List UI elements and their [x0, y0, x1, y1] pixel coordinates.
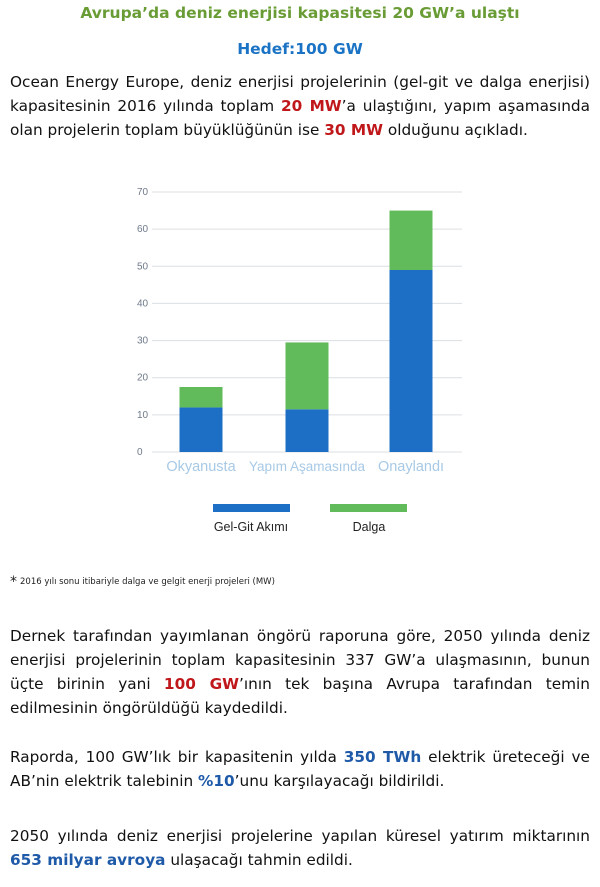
- bar-dalga-1: [180, 387, 223, 407]
- y-tick-label-20: 20: [137, 372, 149, 384]
- production-text-2: elektrik üreteceği ve AB’nin elektrik talebinin: [10, 748, 590, 790]
- investment-highlight-1: 653 milyar avroya: [10, 851, 166, 869]
- legend-label-2: Dalga: [352, 520, 386, 534]
- y-tick-label-0: 0: [137, 447, 143, 458]
- y-tick-label-50: 50: [137, 261, 149, 273]
- chart-footnote: [10, 574, 590, 590]
- x-category-label-3: Onaylandı: [377, 459, 445, 475]
- investment-paragraph: [10, 824, 590, 872]
- intro-text-2: ’a ulaştığını, yapım aşamasında olan projelerin toplam büyüklüğünün ise: [10, 97, 590, 139]
- production-text-3: ’unu karşılayacağı bildirildi.: [234, 772, 445, 790]
- intro-text-1: Ocean Energy Europe, deniz enerjisi projelerinin (gel-git ve dalga enerjisi) kapasitesinin 2016 yılında toplam: [10, 73, 590, 115]
- y-tick-label-70: 70: [137, 187, 149, 198]
- investment-text-2: ulaşacağı tahmin edildi.: [165, 851, 353, 869]
- x-category-label-2: Yapım Aşamasında: [248, 459, 366, 474]
- production-text-1: Raporda, 100 GW’lık bir kapasitenin yılda: [10, 748, 344, 766]
- footnote-star: *: [10, 574, 17, 590]
- production-highlight-1: 350 TWh: [343, 748, 422, 766]
- forecast-paragraph: [10, 624, 590, 720]
- y-tick-label-40: 40: [137, 298, 149, 310]
- bar-dalga-3: [390, 211, 433, 270]
- forecast-highlight-1: 100 GW: [163, 675, 240, 693]
- y-tick-label-30: 30: [137, 335, 149, 347]
- production-highlight-2: %10: [198, 772, 235, 790]
- legend-label-1: Gel-Git Akımı: [213, 520, 289, 534]
- bar-gelgit-3: [390, 270, 433, 452]
- intro-highlight-2: 30 MW: [324, 121, 383, 139]
- intro-text-3: olduğunu açıkladı.: [382, 121, 528, 139]
- y-tick-label-10: 10: [137, 409, 149, 421]
- production-paragraph: [10, 745, 590, 793]
- forecast-text-1: Dernek tarafından yayımlanan öngörü raporuna göre, 2050 yılında deniz enerjisi projelerinin toplam kapasitesinin 337 GW’a ulaşmasının, bunun üçte birinin yani: [10, 627, 590, 693]
- legend-swatch-2: [330, 504, 407, 512]
- y-tick-label-60: 60: [137, 224, 149, 236]
- intro-highlight-1: 20 MW: [280, 97, 342, 115]
- legend-swatch-1: [213, 504, 290, 512]
- x-category-label-1: Okyanusta: [166, 459, 236, 475]
- page-title: Avrupa’da deniz enerjisi kapasitesi 20 GW’a ulaştı: [80, 4, 520, 22]
- footnote-text: 2016 yılı sonu itibariyle dalga ve gelgit enerji projeleri (MW): [20, 577, 275, 587]
- bar-dalga-2: [286, 342, 329, 409]
- investment-text-1: 2050 yılında deniz enerjisi projelerine yapılan küresel yatırım miktarının: [10, 827, 590, 845]
- bar-gelgit-2: [286, 409, 329, 452]
- forecast-text-2: ’ının tek başına Avrupa tarafından temin edilmesinin öngörüldüğü kaydedildi.: [10, 675, 590, 717]
- bar-gelgit-1: [180, 407, 223, 452]
- page-subtitle: Hedef:100 GW: [237, 40, 363, 58]
